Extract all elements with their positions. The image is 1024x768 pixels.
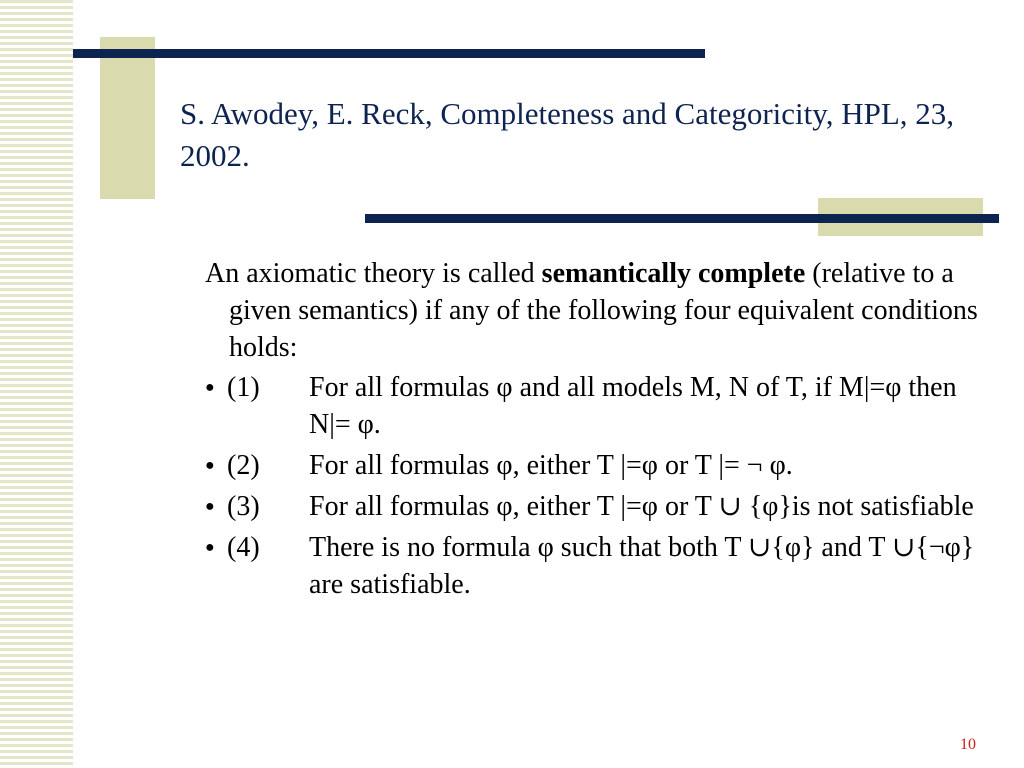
list-item [205,447,995,484]
bullet-icon: ● [205,457,215,474]
item-text: For all formulas φ and all models M, N of T, if M|=φ then N|= φ. [309,372,957,440]
item-number: (3) [227,491,260,522]
intro-text-end: (relative to a given semantics) if any of the following four equivalent conditions holds: [229,258,978,363]
decorative-navy-bar-right [365,214,999,223]
bullet-icon: ● [205,539,215,556]
list-item [205,488,995,525]
intro-text-start: An axiomatic theory is called [205,258,542,289]
decorative-navy-bar-top [73,49,705,58]
item-number: (1) [227,372,260,403]
intro-bold-term: semantically complete [541,258,806,289]
list-item [205,369,995,443]
item-text: There is no formula φ such that both T ∪{φ} and T ∪{¬φ} are satisfiable. [309,532,975,600]
item-number: (2) [227,450,260,481]
slide-title: S. Awodey, E. Reck, Completeness and Categoricity, HPL, 23, 2002. [180,96,955,173]
item-text: For all formulas φ, either T |=φ or T |= ¬ φ. [309,450,793,481]
decorative-khaki-block-top [100,37,155,199]
bullet-icon: ● [205,379,215,396]
item-text: For all formulas φ, either T |=φ or T ∪ {φ}is not satisfiable [309,491,974,522]
bullet-icon: ● [205,498,215,515]
decorative-stripe-band [0,0,73,768]
list-item [205,529,995,603]
item-number: (4) [227,532,260,563]
slide-body [205,255,995,607]
page-number: 10 [960,736,976,753]
intro-paragraph [205,255,995,366]
